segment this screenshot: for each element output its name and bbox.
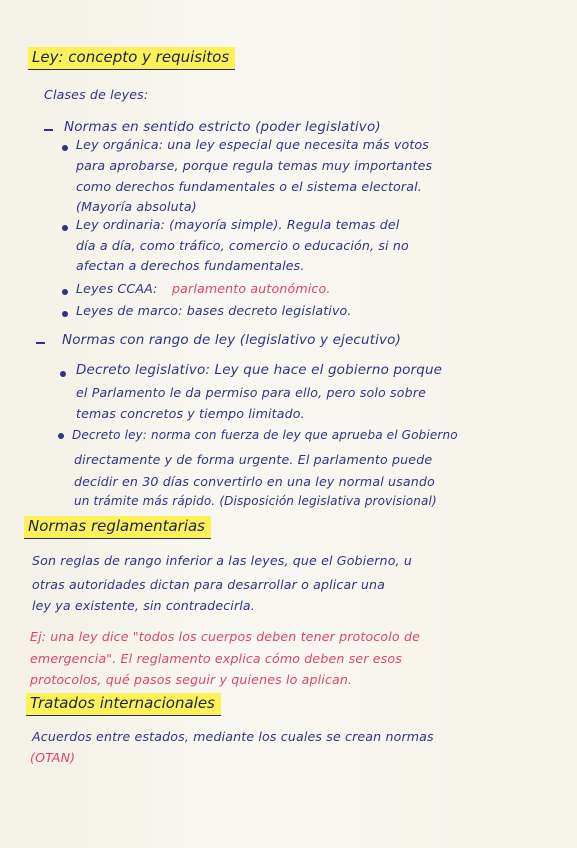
- line-dley-1: Decreto ley: norma con fuerza de ley que aprueba el Gobierno: [72, 428, 458, 442]
- line-dleg-2: el Parlamento le da permiso para ello, pero solo sobre: [76, 385, 426, 400]
- line-rango-ley: Normas con rango de ley (legislativo y ejecutivo): [62, 332, 402, 348]
- line-marco: Leyes de marco: bases decreto legislativo.: [76, 303, 352, 318]
- line-trat-2: (OTAN): [30, 750, 76, 765]
- line-ej-1: Ej: una ley dice "todos los cuerpos deben tener protocolo de: [30, 629, 420, 644]
- line-ccaa-value: parlamento autonómico.: [172, 281, 331, 296]
- line-ccaa-label: Leyes CCAA:: [76, 281, 158, 296]
- bullet-marker: [58, 433, 64, 439]
- line-dley-3: decidir en 30 días convertirlo en una ley normal usando: [74, 474, 435, 489]
- line-ej-3: protocolos, qué pasos seguir y quienes lo aplican.: [30, 672, 353, 687]
- line-ordinaria-2: día a día, como tráfico, comercio o educación, si no: [76, 238, 409, 253]
- line-organica-2: para aprobarse, porque regula temas muy importantes: [76, 158, 433, 173]
- bullet-marker: [62, 225, 68, 231]
- bullet-marker: [62, 145, 68, 151]
- dash-marker: [36, 342, 45, 344]
- line-clases: Clases de leyes:: [44, 87, 149, 102]
- bullet-marker: [62, 311, 68, 317]
- line-dley-2: directamente y de forma urgente. El parlamento puede: [74, 452, 433, 467]
- line-ej-2: emergencia". El reglamento explica cómo deben ser esos: [30, 651, 402, 666]
- heading-ley-concepto: Ley: concepto y requisitos: [28, 47, 235, 70]
- heading-normas-reglamentarias: Normas reglamentarias: [24, 516, 211, 539]
- line-regl-1: Son reglas de rango inferior a las leyes, que el Gobierno, u: [32, 553, 412, 568]
- line-regl-3: ley ya existente, sin contradecirla.: [32, 598, 255, 613]
- line-organica-3: como derechos fundamentales o el sistema electoral.: [76, 179, 422, 194]
- bullet-marker: [60, 371, 66, 377]
- line-organica-4: (Mayoría absoluta): [76, 199, 197, 214]
- bullet-marker: [62, 289, 68, 295]
- line-regl-2: otras autoridades dictan para desarrollar o aplicar una: [32, 577, 385, 592]
- heading-tratados-internacionales: Tratados internacionales: [26, 693, 221, 716]
- line-trat-1: Acuerdos entre estados, mediante los cuales se crean normas: [32, 729, 434, 744]
- line-ordinaria-3: afectan a derechos fundamentales.: [76, 258, 305, 273]
- line-ordinaria-1: Ley ordinaria: (mayoría simple). Regula temas del: [76, 217, 400, 232]
- line-dleg-1: Decreto legislativo: Ley que hace el gobierno porque: [76, 362, 443, 378]
- line-sentido-estricto: Normas en sentido estricto (poder legislativo): [64, 119, 381, 135]
- line-dley-4: un trámite más rápido. (Disposición legislativa provisional): [74, 494, 437, 508]
- line-organica-1: Ley orgánica: una ley especial que necesita más votos: [76, 137, 429, 152]
- dash-marker: [44, 129, 53, 131]
- line-dleg-3: temas concretos y tiempo limitado.: [76, 406, 305, 421]
